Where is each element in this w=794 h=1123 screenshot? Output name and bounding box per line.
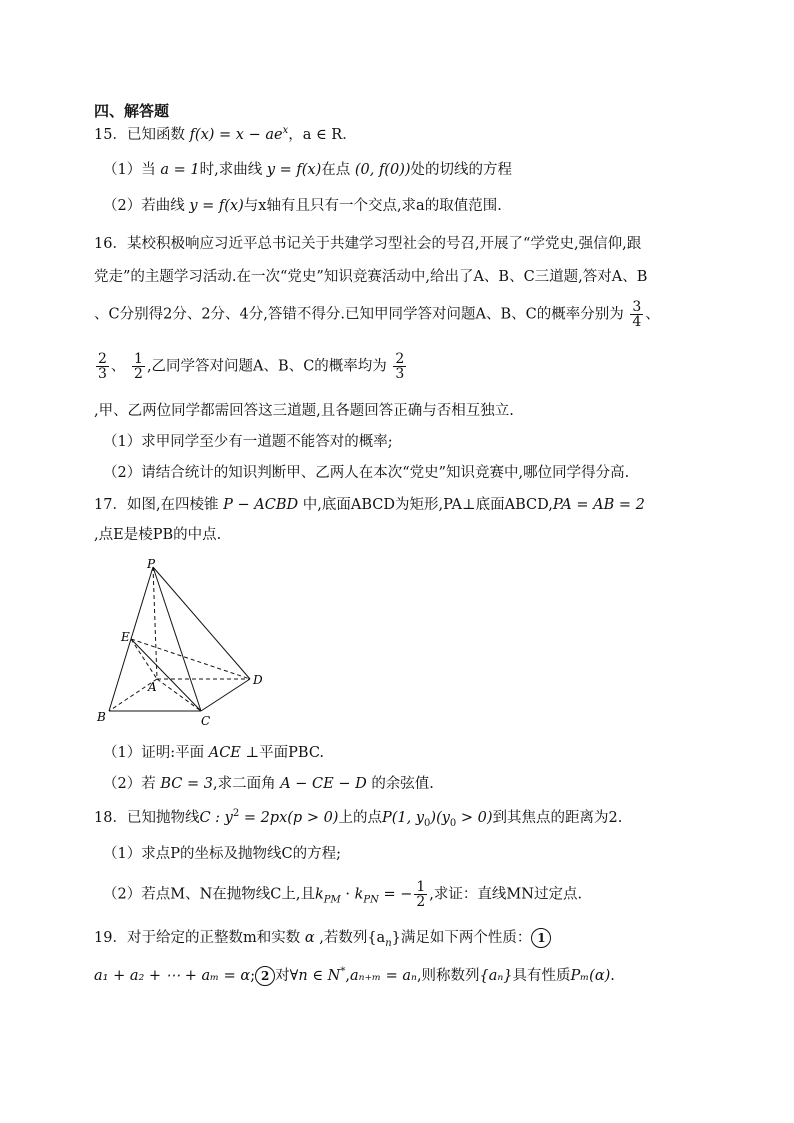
q16-part1: （1）求甲同学至少有一道题不能答对的概率; xyxy=(103,434,393,450)
q16-line4: $\frac{2}{3}$ 、 $\frac{1}{2}$ ,乙同学答对问题A、B、C的概率均为 $\frac{2}{3}$ xyxy=(98,351,405,382)
q19-line1: 19．对于给定的正整数m和实数 α ,若数列$\{a_n\}$满足如下两个性质： 1 xyxy=(94,928,551,948)
q15-part1: （1）当 a = 1时,求曲线 y = f(x)在点 (0, f(0))处的切线的方程 xyxy=(103,162,513,178)
edge-CD xyxy=(201,679,250,711)
fraction: $\frac{1}{2}$ xyxy=(416,879,426,910)
q16-line1: 16．某校积极响应习近平总书记关于共建学习型社会的号召,开展了“学党史,强信仰,跟 xyxy=(94,236,642,252)
label-E: E xyxy=(121,630,130,644)
circled-number-1: 1 xyxy=(531,928,551,948)
fraction: $\frac{2}{3}$ xyxy=(98,351,107,382)
q17-line2: ,点E是棱PB的中点. xyxy=(94,527,222,543)
q15-stem: 15．已知函数 $f(x) = x - ae^x$，a ∈ R． xyxy=(94,125,357,143)
circled-number-2: 2 xyxy=(255,966,275,986)
q18-part2: （2）若点M、N在抛物线C上,且$k_{PM} \cdot k_{PN}$ = − $\frac{1}{2}$ ,求证：直线MN过定点. xyxy=(103,879,583,910)
q19-line2: a₁ + a₂ + ⋯ + aₘ = α; 2 对∀n ∈ N*,aₙ₊ₘ = aₙ,则称数列{aₙ}具有性质Pₘ(α). xyxy=(94,966,615,984)
label-A: A xyxy=(148,680,157,694)
edge-PD xyxy=(153,567,250,679)
fraction: $\frac{3}{4}$ xyxy=(632,299,642,330)
edge-EC xyxy=(131,639,201,711)
q18-part1: （1）求点P的坐标及抛物线C的方程; xyxy=(103,846,341,862)
q17-part2: （2）若 BC = 3,求二面角 A − CE − D 的余弦值. xyxy=(103,776,434,792)
label-P: P xyxy=(147,557,156,571)
fraction: $\frac{2}{3}$ xyxy=(395,351,405,382)
q16-line5: ,甲、乙两位同学都需回答这三道题,且各题回答正确与否相互独立. xyxy=(94,403,514,419)
q16-part2: （2）请结合统计的知识判断甲、乙两人在本次“党史”知识竞赛中,哪位同学得分高. xyxy=(103,465,630,481)
q16-line2: 党走”的主题学习活动.在一次“党史”知识竞赛活动中,给出了A、B、C三道题,答对A、B xyxy=(94,269,648,285)
edge-PC xyxy=(153,567,201,711)
q15-part2: （2）若曲线 y = f(x)与x轴有且只有一个交点,求a的取值范围. xyxy=(103,198,502,214)
edge-EA xyxy=(131,639,157,679)
edge-AC xyxy=(157,679,201,711)
q16-line3: 、C分别得2分、2分、4分,答错不得分.已知甲同学答对问题A、B、C的概率分别为 $\frac{3}{4}$ 、 xyxy=(94,299,660,330)
section-heading: 四、解答题 xyxy=(94,102,170,120)
pyramid-figure xyxy=(90,555,280,735)
label-B: B xyxy=(97,710,106,724)
label-D: D xyxy=(253,673,263,687)
q18-line1: 18．已知抛物线C : $y^2 = 2px(p > 0)$上的点P(1, $y_0)(y_0 > 0)$到其焦点的距离为2. xyxy=(94,808,623,829)
q17-part1: （1）证明:平面 ACE ⊥平面PBC. xyxy=(103,745,325,761)
q17-line1: 17．如图,在四棱锥 P − ACBD 中,底面ABCD为矩形,PA⊥底面ABCD,PA = AB = 2 xyxy=(94,497,645,513)
label-C: C xyxy=(201,714,211,728)
fraction: $\frac{1}{2}$ xyxy=(134,351,143,382)
